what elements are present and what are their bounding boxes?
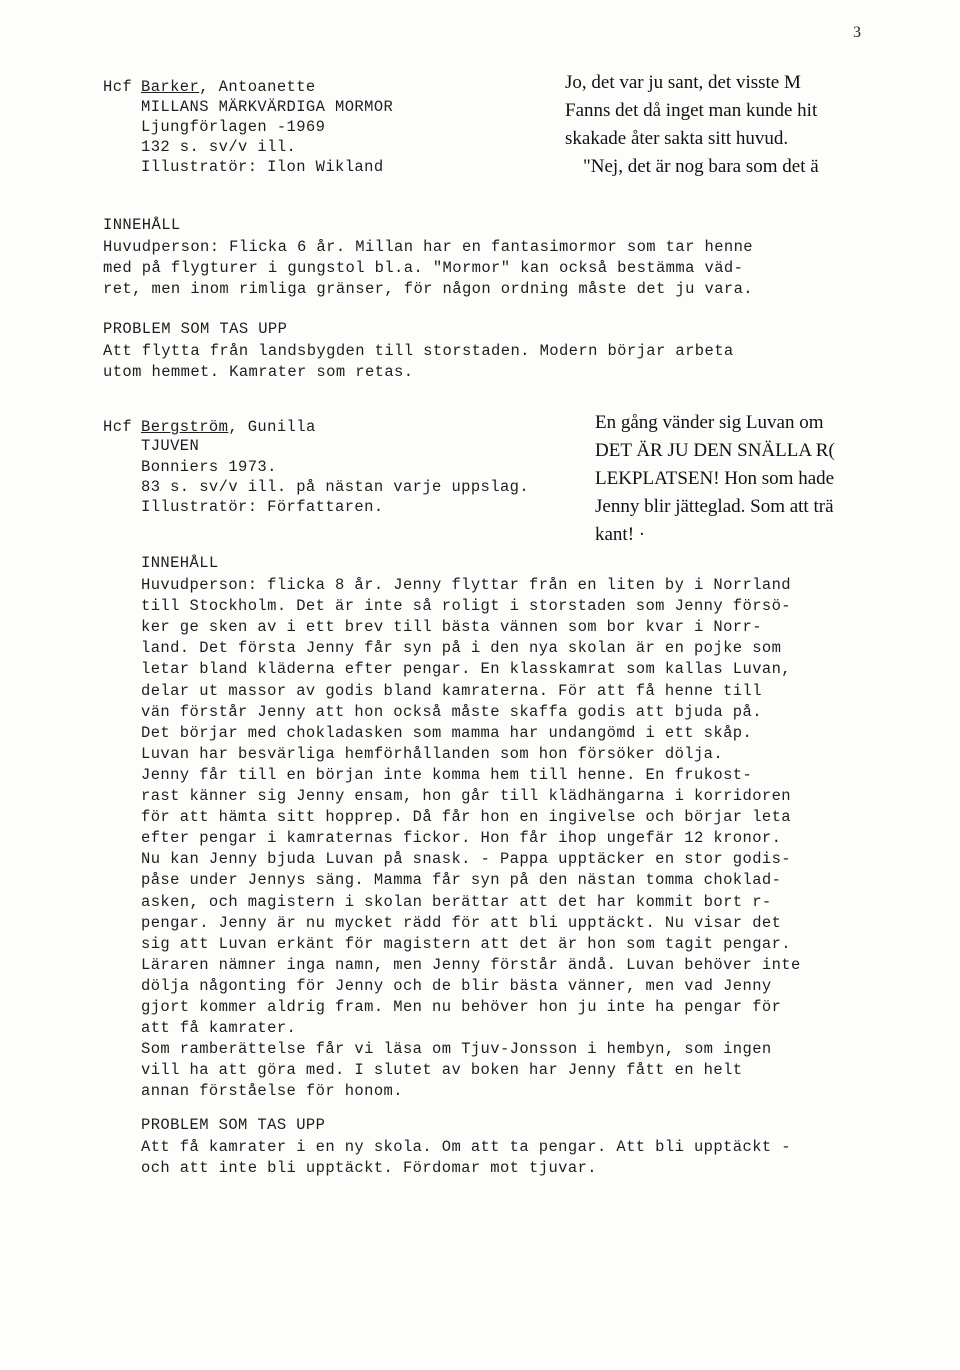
author <box>141 78 316 96</box>
content-line: att få kamrater. <box>141 1019 297 1038</box>
class-code: Hcf <box>103 78 133 96</box>
content-heading: INNEHÅLL <box>141 554 219 572</box>
problem-heading: PROBLEM SOM TAS UPP <box>141 1116 326 1134</box>
content-line: med på flygturer i gungstol bl.a. "Mormor" kan också bestämma väd- <box>103 259 744 277</box>
content-line: vill ha att göra med. I slutet av boken har Jenny fått en helt <box>141 1061 743 1080</box>
content-line: till Stockholm. Det är inte så roligt i storstaden som Jenny försö- <box>141 597 792 616</box>
book-excerpt <box>560 72 850 202</box>
content-line: för att hämta sitt hopprep. Då får hon en ingivelse och börjar leta <box>141 808 792 827</box>
content-line: pengar. Jenny är nu mycket rädd för att bli upptäckt. Nu visar det <box>141 913 782 932</box>
content-line: Huvudperson: flicka 8 år. Jenny flyttar från en liten by i Norrland <box>141 576 792 594</box>
problem-heading: PROBLEM SOM TAS UPP <box>103 320 288 338</box>
content-line: rast känner sig Jenny ensam, hon går till klädhängarna i korridoren <box>141 787 792 805</box>
class-code: Hcf <box>103 418 133 436</box>
excerpt-line: Jo, det var ju sant, det visste M <box>565 72 801 93</box>
publisher: Ljungförlagen -1969 <box>141 118 326 136</box>
problem-line: Att få kamrater i en ny skola. Om att ta pengar. Att bli upptäckt - <box>141 1138 792 1156</box>
content-line: annan förståelse för honom. <box>141 1082 403 1101</box>
excerpt-line: LEKPLATSEN! Hon som hade <box>595 468 835 489</box>
problem-line: Att flytta från landsbygden till storstaden. Modern börjar arbeta <box>103 342 734 360</box>
excerpt-line: "Nej, det är nog bara som det ä <box>583 156 819 177</box>
illustrator: Illustratör: Ilon Wikland <box>141 158 384 176</box>
excerpt-line: Jenny blir jätteglad. Som att trä <box>595 496 834 517</box>
content-line: Det börjar med chokladasken som mamma har undangömd i ett skåp. <box>141 723 753 742</box>
content-line: asken, och magistern i skolan berättar att det har kommit bort r- <box>141 892 772 911</box>
problem-line: och att inte bli upptäckt. Fördomar mot tjuvar. <box>141 1159 597 1177</box>
content-heading: INNEHÅLL <box>103 216 181 234</box>
content-line: dölja någonting för Jenny och de blir bästa vänner, men vad Jenny <box>141 976 772 995</box>
excerpt-line: kant! · <box>595 524 646 545</box>
author <box>141 418 316 436</box>
book-excerpt <box>590 412 860 552</box>
publisher: Bonniers 1973. <box>141 458 277 476</box>
content-line: påse under Jennys säng. Mamma får syn på den nästan tomma choklad- <box>141 871 782 890</box>
pages-info: 83 s. sv/v ill. på nästan varje uppslag. <box>141 478 530 496</box>
excerpt-line: DET ÄR JU DEN SNÄLLA R( <box>595 440 835 461</box>
content-line: Luvan har besvärliga hemförhållanden som hon försöker dölja. <box>141 744 724 763</box>
author-given-name: , Antoanette <box>199 78 316 96</box>
content-line: sig att Luvan erkänt för magistern att det är hon som tagit pengar. <box>141 934 792 953</box>
book-title: TJUVEN <box>141 437 200 455</box>
content-line: vän förstår Jenny att hon också måste skaffa godis att bjuda på. <box>141 702 762 721</box>
author-given-name: , Gunilla <box>228 418 316 436</box>
content-line: Nu kan Jenny bjuda Luvan på snask. - Pappa upptäcker en stor godis- <box>141 850 792 869</box>
pages-info: 132 s. sv/v ill. <box>141 138 297 156</box>
excerpt-line: skakade åter sakta sitt huvud. <box>565 128 789 149</box>
content-line: Jenny får till en början inte komma hem till henne. En frukost- <box>141 765 753 784</box>
content-line: Som ramberättelse får vi läsa om Tjuv-Jonsson i hembyn, som ingen <box>141 1040 772 1059</box>
content-line: Huvudperson: Flicka 6 år. Millan har en fantasimormor som tar henne <box>103 238 754 256</box>
content-line: ret, men inom rimliga gränser, för någon ordning måste det ju vara. <box>103 280 754 298</box>
content-line: letar bland kläderna efter pengar. En klasskamrat som kallas Luvan, <box>141 660 792 679</box>
content-line: efter pengar i kamraternas fickor. Hon får ihop ungefär 12 kronor. <box>141 829 782 848</box>
content-line: gjort kommer aldrig fram. Men nu behöver hon ju inte ha pengar för <box>141 998 782 1016</box>
content-line: ker ge sken av i ett brev till bästa vännen som bor kvar i Norr- <box>141 618 762 637</box>
excerpt-line: En gång vänder sig Luvan om <box>595 412 824 433</box>
problem-line: utom hemmet. Kamrater som retas. <box>103 363 414 381</box>
content-line: land. Det första Jenny får syn på i den nya skolan är en pojke som <box>141 639 782 658</box>
illustrator: Illustratör: Författaren. <box>141 498 384 516</box>
content-line: delar ut massor av godis bland kamraterna. För att få henne till <box>141 681 762 700</box>
author-surname: Barker <box>141 78 200 96</box>
book-title: MILLANS MÄRKVÄRDIGA MORMOR <box>141 98 394 116</box>
excerpt-line: Fanns det då inget man kunde hit <box>565 100 818 121</box>
content-line: Läraren nämner inga namn, men Jenny förstår ändå. Luvan behöver inte <box>141 955 801 974</box>
page-number: 3 <box>853 24 861 41</box>
author-surname: Bergström <box>141 418 229 436</box>
